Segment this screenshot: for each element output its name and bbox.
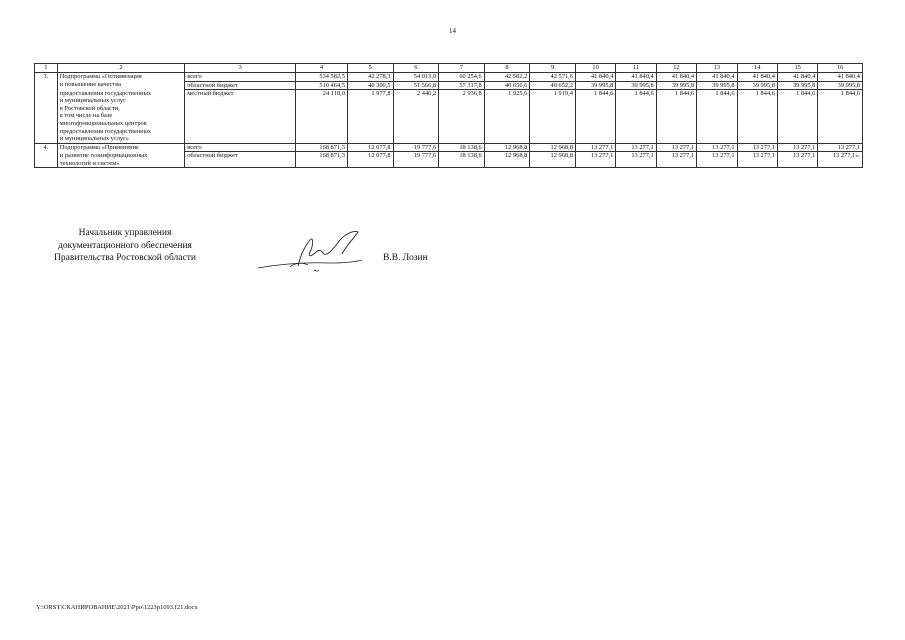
value-cell: 40 300,5: [347, 81, 393, 90]
value-cell: 13 277,1: [697, 152, 737, 168]
value-cell: 1 844,6: [777, 90, 817, 144]
subprogram-name: [57, 73, 184, 82]
subprogram-name-line: Подпрограмма «Применение: [59, 143, 139, 151]
signatory-name: В.В. Лозин: [383, 253, 428, 263]
budget-table: [34, 63, 863, 168]
header-cell: 5: [347, 64, 393, 73]
signatory-title-line: Начальник управления: [78, 228, 172, 238]
subprogram-name: [57, 152, 184, 168]
value-cell: 1 925,6: [484, 90, 530, 144]
value-cell: 1 844,6: [656, 90, 696, 144]
header-cell: 6: [393, 64, 439, 73]
value-cell: 12 077,8: [347, 143, 393, 152]
page-number: 14: [449, 27, 456, 35]
value-cell: 12 077,8: [347, 152, 393, 168]
value-cell: 40 656,6: [484, 81, 530, 90]
signatory-title: [40, 227, 210, 265]
value-cell: 39 995,8: [575, 81, 615, 90]
table-row: [35, 90, 863, 144]
subprogram-number-cont: [35, 90, 58, 144]
subprogram-name-line: предоставления государственных: [59, 127, 152, 135]
value-cell: 12 968,8: [484, 152, 530, 168]
value-cell: 168 871,3: [296, 143, 348, 152]
value-cell: 54 013,0: [393, 73, 439, 82]
value-cell: 18 138,6: [439, 143, 485, 152]
value-cell: 41 840,4: [818, 73, 863, 82]
header-cell: 14: [737, 64, 777, 73]
value-cell: 39 995,8: [737, 81, 777, 90]
funding-source: местный бюджет: [185, 90, 296, 144]
table-header-row: [35, 64, 863, 73]
funding-source: всего: [185, 73, 296, 82]
value-cell: 41 840,4: [737, 73, 777, 82]
subprogram-name-line: Подпрограмма «Оптимизация: [59, 73, 142, 80]
header-cell: 4: [296, 64, 348, 73]
value-cell: 2 446,2: [393, 90, 439, 144]
subprogram-number-cont: [35, 81, 58, 90]
value-cell: 13 277,1: [656, 152, 696, 168]
value-cell: 534 582,5: [296, 73, 348, 82]
header-cell: 13: [697, 64, 737, 73]
signatory-title-line: документационного обеспечения: [58, 240, 192, 251]
value-cell: 1 919,4: [530, 90, 576, 144]
subprogram-name-line: и муниципальных услуг: [59, 97, 126, 105]
value-cell: 60 254,6: [439, 73, 485, 82]
funding-source: областной бюджет: [185, 152, 296, 168]
table-row: [35, 73, 863, 82]
value-cell: 39 995,8: [777, 81, 817, 90]
value-cell: 13 277,1».: [818, 152, 863, 168]
header-cell: 8: [484, 64, 530, 73]
value-cell: 13 277,1: [575, 152, 615, 168]
value-cell: 18 138,6: [439, 152, 485, 168]
value-cell: 40 652,2: [530, 81, 576, 90]
value-cell: 13 277,1: [777, 143, 817, 152]
funding-source: областной бюджет: [185, 81, 296, 90]
value-cell: 168 871,3: [296, 152, 348, 168]
subprogram-name-line: и развитие геоинформационных: [59, 151, 148, 159]
header-cell: 1: [35, 64, 58, 73]
value-cell: 510 464,5: [296, 81, 348, 90]
subprogram-name-line: технологий и систем»: [59, 159, 120, 167]
file-path-footer: Y:\ORST\СКАНИРОВАНИЕ\2021\Ppo\1223p1093.f21.docx: [36, 604, 198, 611]
value-cell: 13 277,1: [656, 143, 696, 152]
header-cell: 3: [185, 64, 296, 73]
subprogram-name-line: предоставления государственных: [59, 89, 152, 97]
value-cell: 2 936,8: [439, 90, 485, 144]
value-cell: 41 840,4: [656, 73, 696, 82]
value-cell: 13 277,1: [777, 152, 817, 168]
value-cell: 42 582,2: [484, 73, 530, 82]
subprogram-number: 3.: [35, 73, 58, 82]
header-cell: 12: [656, 64, 696, 73]
subprogram-name: [57, 81, 184, 90]
table-row: [35, 152, 863, 168]
value-cell: 13 277,1: [697, 143, 737, 152]
subprogram-name-line: и муниципальных услуг»: [59, 135, 129, 143]
value-cell: 12 968,8: [484, 143, 530, 152]
value-cell: 57 317,8: [439, 81, 485, 90]
value-cell: 39 995,8: [616, 81, 656, 90]
value-cell: 1 844,6: [697, 90, 737, 144]
value-cell: 41 840,4: [697, 73, 737, 82]
subprogram-name: [57, 90, 184, 144]
value-cell: 13 277,1: [737, 143, 777, 152]
header-cell: 9: [530, 64, 576, 73]
funding-source: всего: [185, 143, 296, 152]
signatory-title-line: Правительства Ростовской области: [54, 253, 196, 263]
value-cell: 13 277,1: [616, 152, 656, 168]
value-cell: 19 777,6: [393, 143, 439, 152]
value-cell: 13 277,1: [616, 143, 656, 152]
header-cell: 11: [616, 64, 656, 73]
value-cell: 39 995,8: [656, 81, 696, 90]
table-row: [35, 143, 863, 152]
value-cell: 1 844,6: [616, 90, 656, 144]
value-cell: 1 977,8: [347, 90, 393, 144]
value-cell: 1 844,6: [818, 90, 863, 144]
subprogram-name-line: многофункциональных центров: [59, 120, 147, 128]
value-cell: 13 277,1: [737, 152, 777, 168]
value-cell: 41 840,4: [575, 73, 615, 82]
value-cell: 13 277,1: [818, 143, 863, 152]
subprogram-number-cont: [35, 152, 58, 168]
header-cell: 2: [57, 64, 184, 73]
header-cell: 10: [575, 64, 615, 73]
value-cell: 42 278,3: [347, 73, 393, 82]
header-cell: 7: [439, 64, 485, 73]
subprogram-name-line: и повышение качества: [59, 81, 121, 89]
subprogram-name-line: в том числе на базе: [59, 112, 113, 120]
header-cell: 16: [818, 64, 863, 73]
value-cell: 51 566,8: [393, 81, 439, 90]
value-cell: 12 968,8: [530, 143, 576, 152]
header-cell: 15: [777, 64, 817, 73]
subprogram-name-line: в Ростовской области,: [59, 104, 120, 112]
value-cell: 42 571,6: [530, 73, 576, 82]
value-cell: 41 840,4: [777, 73, 817, 82]
value-cell: 24 118,0: [296, 90, 348, 144]
value-cell: 39 995,8: [697, 81, 737, 90]
value-cell: 13 277,1: [575, 143, 615, 152]
value-cell: 39 995,8: [818, 81, 863, 90]
handwritten-signature: [250, 226, 365, 276]
subprogram-number: 4.: [35, 143, 58, 152]
value-cell: 1 844,6: [575, 90, 615, 144]
value-cell: 41 840,4: [616, 73, 656, 82]
subprogram-name: [57, 143, 184, 152]
value-cell: 12 968,8: [530, 152, 576, 168]
value-cell: 19 777,6: [393, 152, 439, 168]
value-cell: 1 844,6: [737, 90, 777, 144]
table-row: [35, 81, 863, 90]
